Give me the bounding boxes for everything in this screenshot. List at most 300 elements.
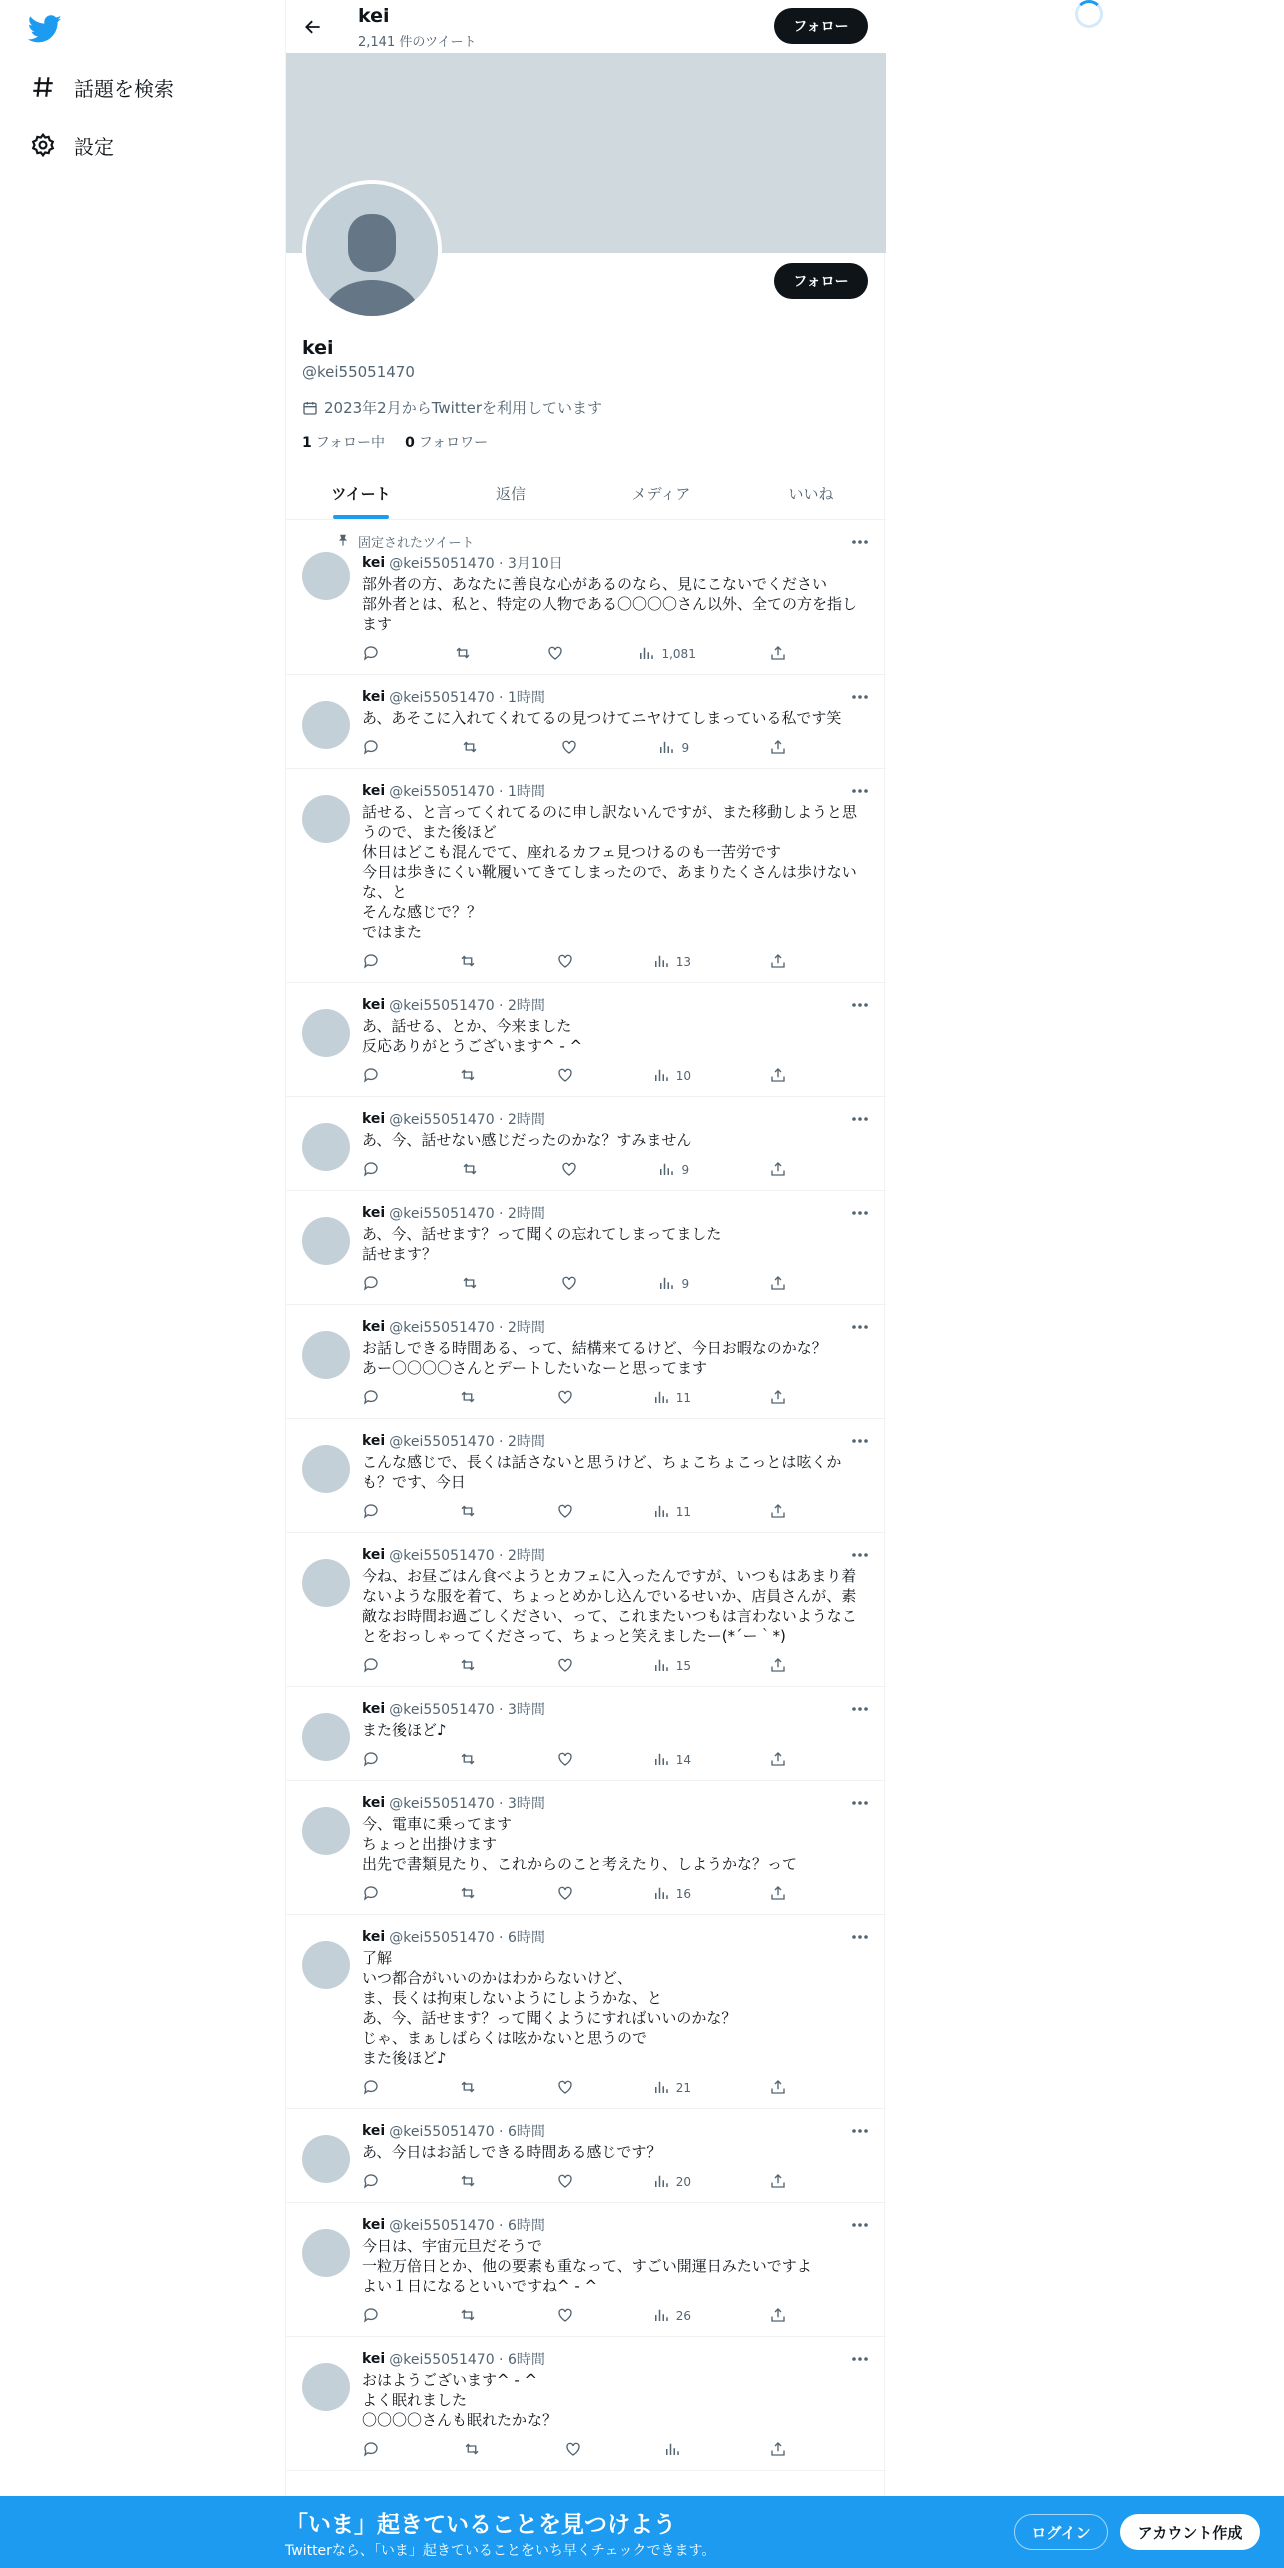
reply-button[interactable] xyxy=(362,1884,380,1905)
views-count: 11 xyxy=(675,1505,692,1519)
more-options-icon[interactable] xyxy=(848,781,872,801)
tweet-author-name[interactable]: kei xyxy=(362,2351,386,2367)
retweet-button[interactable] xyxy=(458,1066,478,1087)
tweet-author-name[interactable]: kei xyxy=(362,1929,386,1945)
retweet-button[interactable] xyxy=(458,1656,478,1677)
reply-icon xyxy=(362,2440,380,2461)
tweet-meta[interactable]: @kei55051470 · 2時間 xyxy=(389,1320,545,1336)
retweet-icon xyxy=(458,1750,478,1771)
views-icon xyxy=(663,2440,681,2461)
following-label: フォロー中 xyxy=(315,435,386,451)
views-button[interactable] xyxy=(652,1066,691,1087)
avatar[interactable] xyxy=(302,1009,350,1057)
avatar[interactable] xyxy=(302,1713,350,1761)
views-icon xyxy=(652,1750,670,1771)
share-icon xyxy=(769,952,787,973)
tweet-author-name[interactable]: kei xyxy=(362,783,386,799)
tweet-text: 部外者の方、あなたに善良な心があるのなら、見にこないでください 部外者とは、私と、特定の人物である〇〇〇〇さん以外、全ての方を指します xyxy=(362,575,858,633)
tweet-actions xyxy=(362,2440,787,2460)
share-icon xyxy=(769,2306,787,2327)
views-count: 26 xyxy=(675,2309,692,2323)
tweet-author-name[interactable]: kei xyxy=(362,1433,386,1449)
tweet-text: あ、今、話せます？って聞くの忘れてしまってました 話せます？ xyxy=(362,1225,722,1263)
tweet-header xyxy=(362,781,870,801)
heart-icon xyxy=(556,2078,574,2099)
tweet-header xyxy=(362,1431,870,1451)
avatar[interactable] xyxy=(302,1807,350,1855)
reply-button[interactable] xyxy=(362,738,380,759)
tweet-text: あ、話せる、とか、今来ました 反応ありがとうございます^ - ^ xyxy=(362,1017,583,1055)
tab-replies[interactable]: 返信 xyxy=(495,484,526,503)
tweet-author-name[interactable]: kei xyxy=(362,1111,386,1127)
heart-icon xyxy=(556,1750,574,1771)
views-button[interactable] xyxy=(652,1388,691,1409)
reply-button[interactable] xyxy=(362,1656,380,1677)
tweet-body xyxy=(362,995,870,1086)
tweet[interactable] xyxy=(286,1781,886,1915)
tweet[interactable] xyxy=(286,520,886,675)
more-options-icon[interactable] xyxy=(848,687,872,707)
tweet-author-name[interactable]: kei xyxy=(362,1701,386,1717)
retweet-button[interactable] xyxy=(462,2440,482,2461)
tweet-meta[interactable]: @kei55051470 · 6時間 xyxy=(389,2352,545,2368)
views-count: 9 xyxy=(681,741,690,755)
reply-button[interactable] xyxy=(362,1160,380,1181)
reply-icon xyxy=(362,644,380,665)
retweet-button[interactable] xyxy=(460,1160,480,1181)
tweet-actions xyxy=(362,1066,787,1086)
tweet-body xyxy=(362,1545,870,1676)
sidebar-item-settings[interactable] xyxy=(28,125,114,165)
share-button[interactable] xyxy=(769,2078,787,2099)
share-button[interactable] xyxy=(769,1750,787,1771)
more-options-icon[interactable] xyxy=(848,532,872,552)
retweet-button[interactable] xyxy=(453,644,473,665)
like-button[interactable] xyxy=(556,2306,574,2327)
tweet-actions xyxy=(362,1388,787,1408)
tweet-author-name[interactable]: kei xyxy=(362,1795,386,1811)
views-button[interactable] xyxy=(657,1160,689,1181)
avatar[interactable] xyxy=(302,1217,350,1265)
pin-icon xyxy=(336,533,358,551)
views-count: 16 xyxy=(675,1887,692,1901)
like-button[interactable] xyxy=(556,1502,574,1523)
tweet[interactable] xyxy=(286,1191,886,1305)
views-icon xyxy=(652,1502,670,1523)
tweet[interactable] xyxy=(286,1533,886,1687)
retweet-button[interactable] xyxy=(460,1274,480,1295)
tab-likes[interactable]: いいね xyxy=(788,484,834,503)
views-button[interactable] xyxy=(652,1502,691,1523)
views-icon xyxy=(652,1388,670,1409)
like-button[interactable] xyxy=(556,952,574,973)
views-button[interactable] xyxy=(652,2172,691,2193)
avatar[interactable] xyxy=(302,1559,350,1607)
share-icon xyxy=(769,1388,787,1409)
retweet-icon xyxy=(460,738,480,759)
views-icon xyxy=(652,2306,670,2327)
tweet[interactable] xyxy=(286,1915,886,2109)
avatar[interactable] xyxy=(302,1123,350,1171)
heart-icon xyxy=(556,1388,574,1409)
tweet-meta[interactable]: @kei55051470 · 2時間 xyxy=(389,1112,545,1128)
profile-avatar[interactable] xyxy=(302,180,442,320)
tweet[interactable] xyxy=(286,769,886,983)
avatar[interactable] xyxy=(302,1445,350,1493)
login-button[interactable]: ログイン xyxy=(1014,2514,1108,2550)
tweet-text: 今日は、宇宙元旦だそうで 一粒万倍日とか、他の要素も重なって、すごい開運日みたいですよ よい１日になるといいですね^ - ^ xyxy=(362,2237,812,2295)
more-options-icon[interactable] xyxy=(848,2215,872,2235)
avatar[interactable] xyxy=(302,2363,350,2411)
share-button[interactable] xyxy=(769,1502,787,1523)
tweet-header xyxy=(362,1109,870,1129)
heart-icon xyxy=(546,644,564,665)
views-count: 15 xyxy=(675,1659,692,1673)
more-options-icon[interactable] xyxy=(848,1793,872,1813)
retweet-button[interactable] xyxy=(458,1502,478,1523)
tweet-body xyxy=(362,1431,870,1522)
views-count: 10 xyxy=(675,1069,692,1083)
tweet[interactable] xyxy=(286,983,886,1097)
more-options-icon[interactable] xyxy=(848,1203,872,1223)
tweet[interactable] xyxy=(286,1419,886,1533)
heart-icon xyxy=(556,1656,574,1677)
views-icon xyxy=(637,644,655,665)
hashtag-icon xyxy=(28,72,58,102)
more-options-icon[interactable] xyxy=(848,1317,872,1337)
share-button[interactable] xyxy=(769,738,787,759)
banner-subtitle: Twitterなら、「いま」起きていることをいち早くチェックできます。 xyxy=(285,2543,716,2559)
tweet-author-name[interactable]: kei xyxy=(362,2123,386,2139)
retweet-icon xyxy=(458,1656,478,1677)
heart-icon xyxy=(560,738,578,759)
views-icon xyxy=(657,738,675,759)
tweet-text: お話しできる時間ある、って、結構来てるけど、今日お暇なのかな？ あー〇〇〇〇さんとデートしたいなーと思ってます xyxy=(362,1339,827,1377)
views-button[interactable] xyxy=(652,952,691,973)
default-avatar-icon xyxy=(306,184,438,316)
signup-button[interactable]: アカウント作成 xyxy=(1120,2514,1260,2550)
header-profile-name: kei xyxy=(358,5,390,27)
share-icon xyxy=(769,1274,787,1295)
tweet-author-name[interactable]: kei xyxy=(362,689,386,705)
reply-button[interactable] xyxy=(362,1388,380,1409)
share-button[interactable] xyxy=(769,2306,787,2327)
share-button[interactable] xyxy=(769,1884,787,1905)
share-icon xyxy=(769,738,787,759)
tweet-header xyxy=(362,1203,870,1223)
reply-button[interactable] xyxy=(362,1274,380,1295)
retweet-button[interactable] xyxy=(458,2078,478,2099)
views-count: 9 xyxy=(681,1277,690,1291)
reply-button[interactable] xyxy=(362,2306,380,2327)
more-options-icon[interactable] xyxy=(848,1699,872,1719)
tweet-author-name[interactable]: kei xyxy=(362,1547,386,1563)
share-icon xyxy=(769,2078,787,2099)
reply-icon xyxy=(362,1274,380,1295)
avatar[interactable] xyxy=(302,552,350,600)
tweet-text: 今、電車に乗ってます ちょっと出掛けます 出先で書類見たり、これからのこと考えたり、しようかな？って xyxy=(362,1815,798,1873)
tweet-actions xyxy=(362,1750,787,1770)
tweet-meta[interactable]: @kei55051470 · 2時間 xyxy=(389,1434,545,1450)
tweet-text: おはようございます^ - ^ よく眠れました 〇〇〇〇さんも眠れたかな？ xyxy=(362,2371,558,2429)
sidebar-item-label: 話題を検索 xyxy=(74,76,174,101)
like-button[interactable] xyxy=(556,1066,574,1087)
tweet-body xyxy=(358,532,870,664)
share-icon xyxy=(769,1750,787,1771)
tweet-author-name[interactable]: kei xyxy=(362,2217,386,2233)
retweet-button[interactable] xyxy=(458,2306,478,2327)
views-button[interactable] xyxy=(652,1750,691,1771)
tweet-actions xyxy=(362,1502,787,1522)
tweet-body xyxy=(362,1699,870,1770)
header-follow-button[interactable]: フォロー xyxy=(774,8,868,44)
share-button[interactable] xyxy=(769,2440,787,2461)
like-button[interactable] xyxy=(560,1160,578,1181)
tweet[interactable] xyxy=(286,2109,886,2203)
followers-label: フォロワー xyxy=(418,435,489,451)
left-sidebar xyxy=(0,0,285,2568)
views-button[interactable] xyxy=(652,2078,691,2099)
like-button[interactable] xyxy=(556,1656,574,1677)
tweet-header xyxy=(362,1927,870,1947)
followers-count: 0 xyxy=(405,435,415,451)
retweet-icon xyxy=(458,1066,478,1087)
tweet-text: 今ね、お昼ごはん食べようとカフェに入ったんですが、いつもはあまり着ないような服を着て、ちょっとめかし込んでいるせいか、店員さんが、素敵なお時間お過ごしください、って、これまたいつもは言わないようなことをおっしゃってくださって、ちょっと笑えましたー(*´ー｀*) xyxy=(362,1567,857,1645)
retweet-button[interactable] xyxy=(460,738,480,759)
reply-button[interactable] xyxy=(362,2440,380,2461)
profile-joined-date xyxy=(302,397,602,418)
tweet-meta[interactable]: @kei55051470 · 2時間 xyxy=(389,1206,545,1222)
share-button[interactable] xyxy=(769,1160,787,1181)
retweet-icon xyxy=(458,1502,478,1523)
reply-button[interactable] xyxy=(362,952,380,973)
heart-icon xyxy=(556,952,574,973)
followers-link[interactable] xyxy=(405,432,488,452)
share-button[interactable] xyxy=(769,1274,787,1295)
tweet-text: あ、今日はお話しできる時間ある感じです？ xyxy=(362,2143,662,2161)
retweet-button[interactable] xyxy=(458,952,478,973)
avatar[interactable] xyxy=(302,1941,350,1989)
heart-icon xyxy=(564,2440,582,2461)
avatar[interactable] xyxy=(302,2135,350,2183)
sidebar-item-label: 設定 xyxy=(74,134,114,159)
heart-icon xyxy=(556,2306,574,2327)
like-button[interactable] xyxy=(556,2172,574,2193)
more-options-icon[interactable] xyxy=(848,1109,872,1129)
share-button[interactable] xyxy=(769,952,787,973)
views-icon xyxy=(652,1884,670,1905)
pinned-indicator xyxy=(336,532,870,551)
like-button[interactable] xyxy=(546,644,564,665)
more-options-icon[interactable] xyxy=(848,995,872,1015)
retweet-button[interactable] xyxy=(458,1388,478,1409)
tweet-author-name[interactable]: kei xyxy=(362,1205,386,1221)
tweet-meta[interactable]: @kei55051470 · 3時間 xyxy=(389,1702,545,1718)
reply-icon xyxy=(362,2306,380,2327)
tweet-author-name[interactable]: kei xyxy=(362,997,386,1013)
tweet-header xyxy=(362,2349,870,2369)
share-button[interactable] xyxy=(769,1656,787,1677)
more-options-icon[interactable] xyxy=(848,1927,872,1947)
views-icon xyxy=(652,1066,670,1087)
heart-icon xyxy=(560,1160,578,1181)
reply-button[interactable] xyxy=(362,1502,380,1523)
heart-icon xyxy=(556,2172,574,2193)
retweet-icon xyxy=(458,2172,478,2193)
share-button[interactable] xyxy=(769,644,787,665)
retweet-icon xyxy=(460,1274,480,1295)
tweet-actions xyxy=(362,2078,787,2098)
profile-follow-button[interactable]: フォロー xyxy=(774,263,868,299)
more-options-icon[interactable] xyxy=(848,1545,872,1565)
heart-icon xyxy=(560,1274,578,1295)
tweet-body xyxy=(362,1927,870,2098)
heart-icon xyxy=(556,1502,574,1523)
tweet-body xyxy=(362,687,870,758)
following-link[interactable] xyxy=(302,432,385,452)
tweet-actions xyxy=(362,1160,787,1180)
tweet[interactable] xyxy=(286,1097,886,1191)
views-icon xyxy=(657,1160,675,1181)
heart-icon xyxy=(556,1884,574,1905)
like-button[interactable] xyxy=(560,1274,578,1295)
tweet-meta[interactable]: @kei55051470 · 6時間 xyxy=(389,2124,545,2140)
tweet[interactable] xyxy=(286,1687,886,1781)
share-icon xyxy=(769,1160,787,1181)
tweet-meta[interactable]: @kei55051470 · 3月10日 xyxy=(389,556,563,572)
tweet-author-name[interactable]: kei xyxy=(362,555,386,571)
more-options-icon[interactable] xyxy=(848,2121,872,2141)
share-button[interactable] xyxy=(769,2172,787,2193)
views-button[interactable] xyxy=(663,2440,687,2461)
tweet-header xyxy=(362,2215,870,2235)
reply-icon xyxy=(362,1656,380,1677)
tweet-actions xyxy=(362,952,787,972)
views-button[interactable] xyxy=(652,1656,691,1677)
calendar-icon xyxy=(302,400,318,416)
share-button[interactable] xyxy=(769,1066,787,1087)
like-button[interactable] xyxy=(556,1388,574,1409)
reply-button[interactable] xyxy=(362,1066,380,1087)
like-button[interactable] xyxy=(560,738,578,759)
retweet-button[interactable] xyxy=(458,1750,478,1771)
retweet-icon xyxy=(458,1388,478,1409)
avatar[interactable] xyxy=(302,795,350,843)
views-icon xyxy=(657,1274,675,1295)
bottom-signup-banner xyxy=(0,2496,1284,2568)
reply-icon xyxy=(362,1884,380,1905)
retweet-icon xyxy=(460,1160,480,1181)
tweet-meta[interactable]: @kei55051470 · 2時間 xyxy=(389,1548,545,1564)
tweet-actions xyxy=(362,2306,787,2326)
heart-icon xyxy=(556,1066,574,1087)
tweet-body xyxy=(362,2349,870,2460)
retweet-button[interactable] xyxy=(458,1884,478,1905)
sidebar-item-explore[interactable] xyxy=(28,67,174,107)
reply-button[interactable] xyxy=(362,644,380,665)
retweet-button[interactable] xyxy=(458,2172,478,2193)
tab-media[interactable]: メディア xyxy=(631,484,691,503)
twitter-logo-icon[interactable] xyxy=(28,12,62,46)
views-count: 11 xyxy=(675,1391,692,1405)
tweet-text: あ、今、話せない感じだったのかな？すみません xyxy=(362,1131,692,1149)
like-button[interactable] xyxy=(556,1750,574,1771)
share-icon xyxy=(769,1066,787,1087)
retweet-icon xyxy=(458,2306,478,2327)
reply-icon xyxy=(362,2078,380,2099)
reply-button[interactable] xyxy=(362,2172,380,2193)
tab-tweets[interactable]: ツイート xyxy=(286,467,436,519)
tweet-body xyxy=(362,1203,870,1294)
tweet-header xyxy=(362,1793,870,1813)
tweet-body xyxy=(362,2121,870,2192)
reply-button[interactable] xyxy=(362,1750,380,1771)
share-icon xyxy=(769,1502,787,1523)
views-count: 14 xyxy=(675,1753,692,1767)
reply-icon xyxy=(362,2172,380,2193)
tweet-meta[interactable]: @kei55051470 · 3時間 xyxy=(389,1796,545,1812)
share-button[interactable] xyxy=(769,1388,787,1409)
tweet-header xyxy=(362,553,870,573)
tweet-header xyxy=(362,1317,870,1337)
following-count: 1 xyxy=(302,435,312,451)
tweet[interactable] xyxy=(286,675,886,769)
views-icon xyxy=(652,952,670,973)
tweet-author-name[interactable]: kei xyxy=(362,1319,386,1335)
tweet-meta[interactable]: @kei55051470 · 1時間 xyxy=(389,784,545,800)
tweet-header xyxy=(362,995,870,1015)
tweet-meta[interactable]: @kei55051470 · 6時間 xyxy=(389,2218,545,2234)
views-icon xyxy=(652,1656,670,1677)
tweet[interactable] xyxy=(286,1305,886,1419)
tweet-header xyxy=(362,2121,870,2141)
views-button[interactable] xyxy=(637,644,695,665)
reply-button[interactable] xyxy=(362,2078,380,2099)
tweet-actions xyxy=(362,644,787,664)
tweet[interactable] xyxy=(286,2337,886,2471)
share-icon xyxy=(769,1656,787,1677)
avatar[interactable] xyxy=(302,2229,350,2277)
avatar[interactable] xyxy=(302,701,350,749)
profile-name: kei xyxy=(302,337,334,359)
like-button[interactable] xyxy=(556,2078,574,2099)
views-button[interactable] xyxy=(652,1884,691,1905)
tweet-text: また後ほど♪ xyxy=(362,1721,447,1739)
tweet-text: こんな感じで、長くは話さないと思うけど、ちょこちょこっとは呟くかも？です、今日 xyxy=(362,1453,842,1491)
views-button[interactable] xyxy=(657,738,689,759)
tweet[interactable] xyxy=(286,2203,886,2337)
views-count: 1,081 xyxy=(661,647,696,661)
tweet-actions xyxy=(362,2172,787,2192)
more-options-icon[interactable] xyxy=(848,2349,872,2369)
back-arrow-icon[interactable] xyxy=(298,12,328,42)
avatar[interactable] xyxy=(302,1331,350,1379)
tweet-text: 了解 いつ都合がいいのかはわからないけど、 ま、長くは拘束しないようにしようかな、と あ、今、話せます？って聞くようにすればいいのかな？ じゃ、まぁしばらくは呟かないと思うので また後ほど♪ xyxy=(362,1949,737,2067)
profile-tabs xyxy=(286,467,886,520)
tweet-body xyxy=(362,1317,870,1408)
tweet-meta[interactable]: @kei55051470 · 1時間 xyxy=(389,690,545,706)
retweet-icon xyxy=(458,952,478,973)
tweet-body xyxy=(362,1109,870,1180)
views-button[interactable] xyxy=(652,2306,691,2327)
tweet-meta[interactable]: @kei55051470 · 6時間 xyxy=(389,1930,545,1946)
views-button[interactable] xyxy=(657,1274,689,1295)
more-options-icon[interactable] xyxy=(848,1431,872,1451)
like-button[interactable] xyxy=(556,1884,574,1905)
reply-icon xyxy=(362,1750,380,1771)
tweet-meta[interactable]: @kei55051470 · 2時間 xyxy=(389,998,545,1014)
like-button[interactable] xyxy=(564,2440,582,2461)
